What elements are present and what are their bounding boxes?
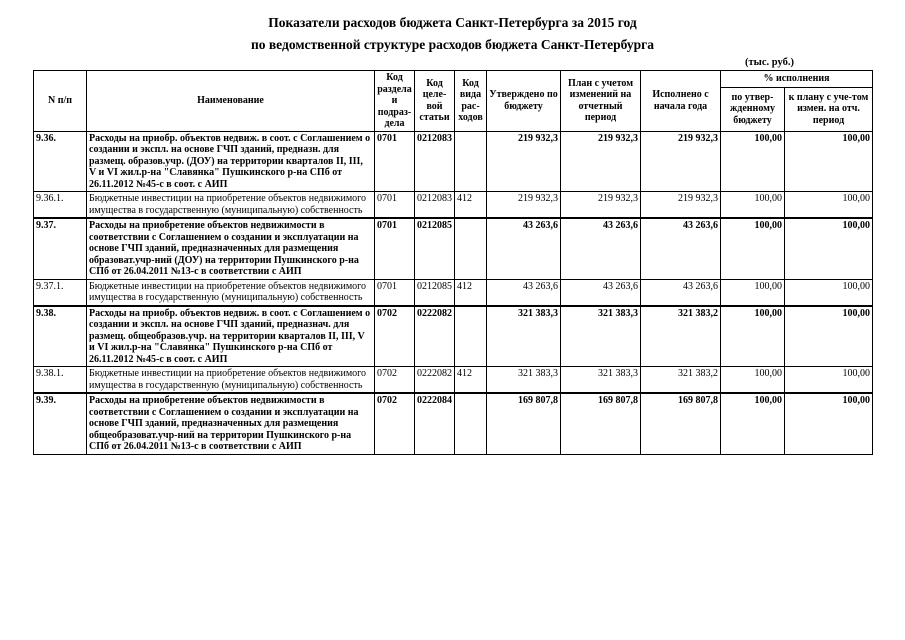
row-section-code: 0702 xyxy=(375,306,415,367)
row-number: 9.38.1. xyxy=(34,367,87,394)
row-number: 9.38. xyxy=(34,306,87,367)
report-subtitle: по ведомственной структуре расходов бюджета Санкт-Петербурга xyxy=(250,37,655,52)
row-target-code: 0212085 xyxy=(415,279,455,306)
header-name: Наименование xyxy=(87,71,375,132)
row-executed: 219 932,3 xyxy=(641,192,721,219)
report-title: Показатели расходов бюджета Санкт-Петербурга за 2015 год xyxy=(268,15,637,30)
row-pct-approved: 100,00 xyxy=(721,279,785,306)
row-section-code: 0701 xyxy=(375,192,415,219)
header-target-code: Код целе-вой статьи xyxy=(415,71,455,132)
header-num: N п/п xyxy=(34,71,87,132)
row-target-code: 0222082 xyxy=(415,306,455,367)
row-pct-plan: 100,00 xyxy=(785,393,873,454)
row-name: Расходы на приобретение объектов недвижимости в соответствии с Соглашением о создании и эксплуатации на основе ГЧП зданий, предназначенных для размещения образоват.учр-ний (ДОУ) на территории Пушкинского р-на СПб от 26.04.2011 №13-с в соответствии с АИП xyxy=(87,218,375,279)
row-name: Бюджетные инвестиции на приобретение объектов недвижимого имущества в государственную (муниципальную) собственность xyxy=(87,279,375,306)
row-target-code: 0212083 xyxy=(415,192,455,219)
row-pct-plan: 100,00 xyxy=(785,279,873,306)
header-plan: План с учетом изменений на отчетный период xyxy=(561,71,641,132)
row-executed: 321 383,2 xyxy=(641,367,721,394)
row-plan: 219 932,3 xyxy=(561,131,641,192)
row-number: 9.37.1. xyxy=(34,279,87,306)
row-approved: 219 932,3 xyxy=(487,192,561,219)
row-section-code: 0701 xyxy=(375,218,415,279)
row-type-code: 412 xyxy=(455,367,487,394)
row-approved: 321 383,3 xyxy=(487,306,561,367)
row-approved: 321 383,3 xyxy=(487,367,561,394)
row-number: 9.36. xyxy=(34,131,87,192)
row-plan: 169 807,8 xyxy=(561,393,641,454)
row-pct-plan: 100,00 xyxy=(785,367,873,394)
row-name: Расходы на приобр. объектов недвиж. в соот. с Соглашением о создании и экспл. на основе ГЧП зданий, предназн. для размещ. образов.учр. (ДОУ) на территории кварталов II, III, V и VI жил.р-на "Славянка" Пушкинского р-на СПб от 26.11.2012 №45-с в соот. с АИП xyxy=(87,131,375,192)
row-target-code: 0212085 xyxy=(415,218,455,279)
row-pct-plan: 100,00 xyxy=(785,131,873,192)
row-type-code xyxy=(455,306,487,367)
header-type-code: Код вида рас-ходов xyxy=(455,71,487,132)
table-row xyxy=(34,393,873,454)
row-pct-approved: 100,00 xyxy=(721,218,785,279)
row-target-code: 0212083 xyxy=(415,131,455,192)
row-section-code: 0702 xyxy=(375,367,415,394)
row-number: 9.36.1. xyxy=(34,192,87,219)
header-approved: Утверждено по бюджету xyxy=(487,71,561,132)
row-plan: 219 932,3 xyxy=(561,192,641,219)
row-plan: 321 383,3 xyxy=(561,306,641,367)
table-row xyxy=(34,131,873,192)
table-row xyxy=(34,306,873,367)
header-executed: Исполнено с начала года xyxy=(641,71,721,132)
row-pct-plan: 100,00 xyxy=(785,192,873,219)
row-executed: 169 807,8 xyxy=(641,393,721,454)
row-plan: 43 263,6 xyxy=(561,279,641,306)
row-name: Бюджетные инвестиции на приобретение объектов недвижимого имущества в государственную (муниципальную) собственность xyxy=(87,367,375,394)
row-pct-approved: 100,00 xyxy=(721,192,785,219)
row-section-code: 0701 xyxy=(375,279,415,306)
table-row xyxy=(34,279,873,306)
row-plan: 321 383,3 xyxy=(561,367,641,394)
row-type-code xyxy=(455,393,487,454)
table-row xyxy=(34,367,873,394)
row-section-code: 0702 xyxy=(375,393,415,454)
row-name: Бюджетные инвестиции на приобретение объектов недвижимого имущества в государственную (муниципальную) собственность xyxy=(87,192,375,219)
unit-label: (тыс. руб.) xyxy=(745,57,794,68)
row-target-code: 0222084 xyxy=(415,393,455,454)
row-pct-plan: 100,00 xyxy=(785,218,873,279)
row-pct-approved: 100,00 xyxy=(721,367,785,394)
row-type-code xyxy=(455,218,487,279)
header-section-code: Код раздела и подраз-дела xyxy=(375,71,415,132)
row-executed: 43 263,6 xyxy=(641,218,721,279)
row-approved: 43 263,6 xyxy=(487,218,561,279)
row-executed: 321 383,2 xyxy=(641,306,721,367)
row-executed: 43 263,6 xyxy=(641,279,721,306)
row-target-code: 0222082 xyxy=(415,367,455,394)
row-pct-approved: 100,00 xyxy=(721,131,785,192)
row-pct-plan: 100,00 xyxy=(785,306,873,367)
header-pct-group: % исполнения xyxy=(721,71,873,88)
row-type-code: 412 xyxy=(455,192,487,219)
row-approved: 169 807,8 xyxy=(487,393,561,454)
row-type-code xyxy=(455,131,487,192)
row-type-code: 412 xyxy=(455,279,487,306)
table-row xyxy=(34,218,873,279)
header-pct-plan: к плану с уче-том измен. на отч. период xyxy=(785,87,873,131)
row-plan: 43 263,6 xyxy=(561,218,641,279)
row-approved: 219 932,3 xyxy=(487,131,561,192)
header-pct-approved: по утвер-жденному бюджету xyxy=(721,87,785,131)
expenditure-table xyxy=(33,70,873,455)
row-name: Расходы на приобр. объектов недвиж. в соот. с Соглашением о создании и экспл. на основе ГЧП зданий, предназнач. для размещ. общеобразов.учр. на территории кварталов II, III, V и VI жил.р-на "Славянка" Пушкинского р-на СПб от 26.11.2012 №45-с в соот. с АИП xyxy=(87,306,375,367)
row-pct-approved: 100,00 xyxy=(721,306,785,367)
row-approved: 43 263,6 xyxy=(487,279,561,306)
row-executed: 219 932,3 xyxy=(641,131,721,192)
table-row xyxy=(34,192,873,219)
row-section-code: 0701 xyxy=(375,131,415,192)
row-number: 9.37. xyxy=(34,218,87,279)
row-pct-approved: 100,00 xyxy=(721,393,785,454)
row-name: Расходы на приобретение объектов недвижимости в соответствии с Соглашением о создании и эксплуатации на основе ГЧП зданий, предназначенных для размещения общеобразоват.учр-ний на территории Пушкинского р-на СПб от 26.04.2011 №13-с в соответствии с АИП xyxy=(87,393,375,454)
row-number: 9.39. xyxy=(34,393,87,454)
